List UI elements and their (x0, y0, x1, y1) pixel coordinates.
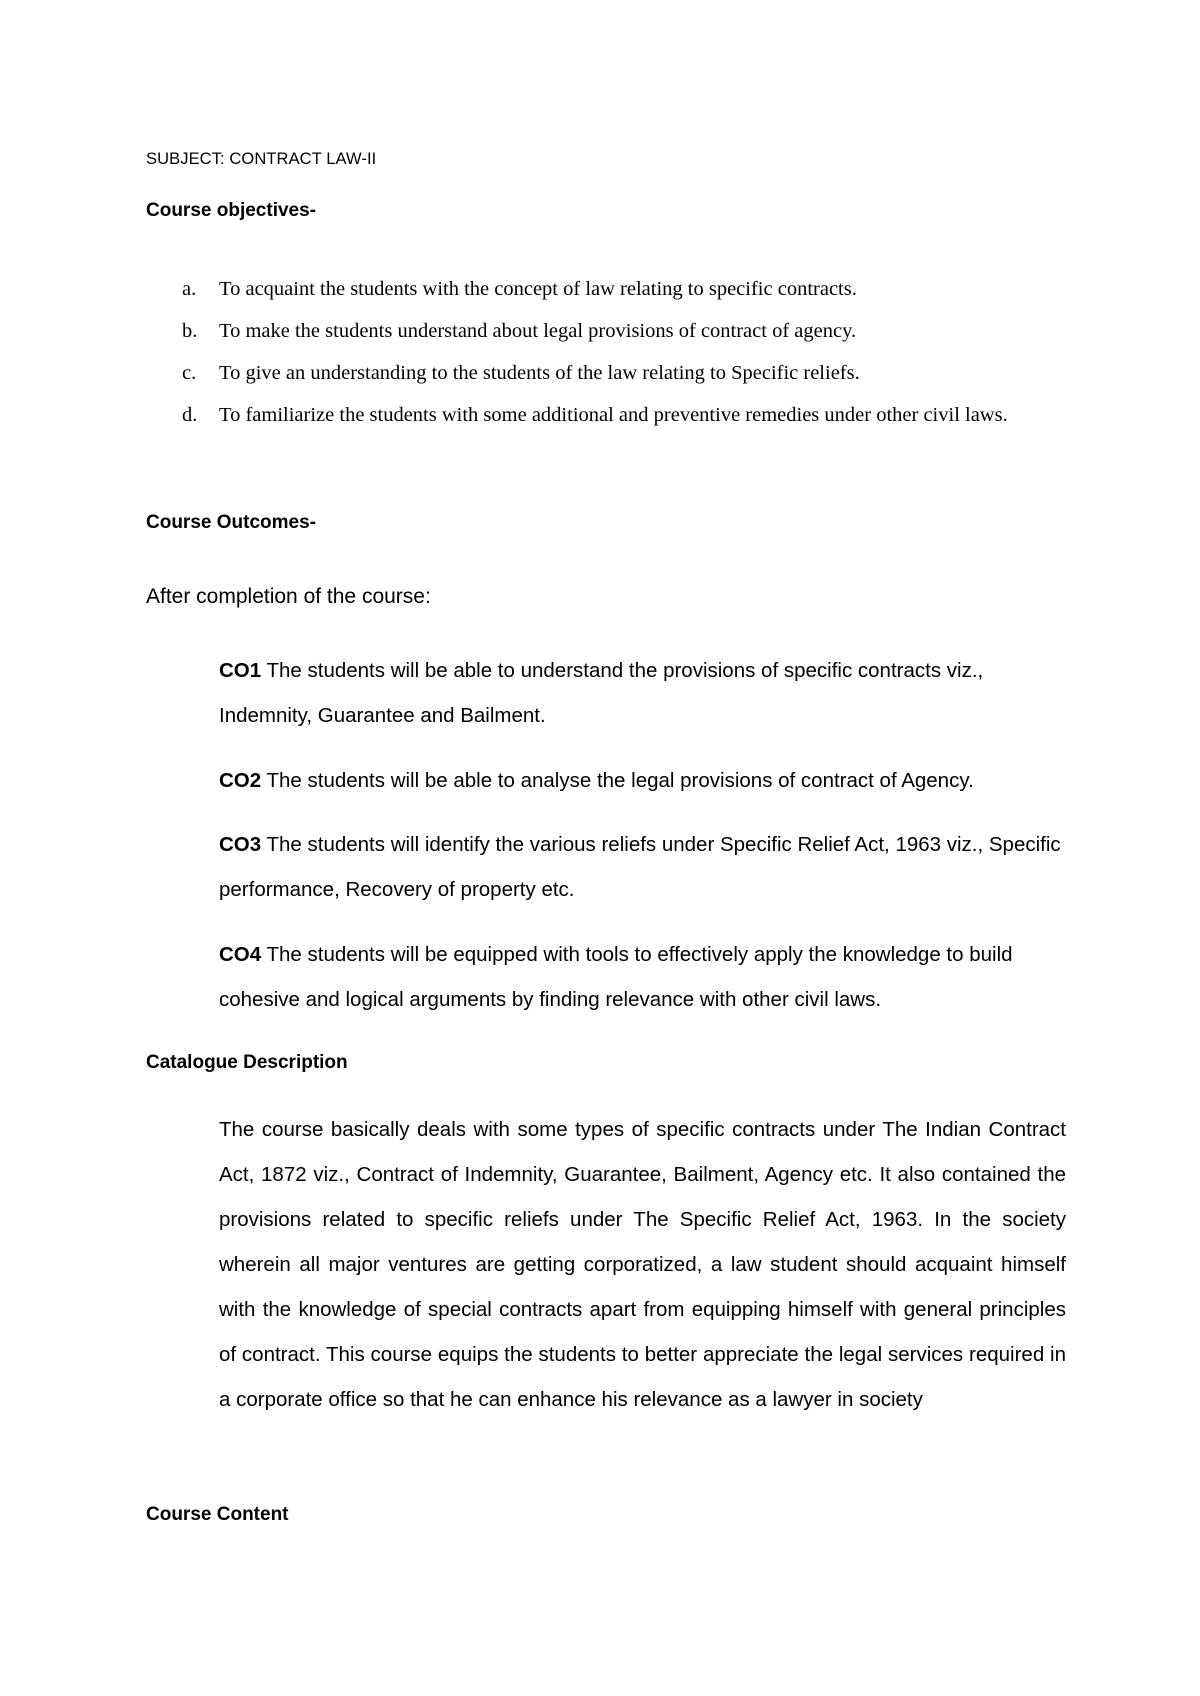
objective-item (146, 394, 1066, 436)
objective-letter: c. (182, 362, 197, 384)
course-outcome-2 (219, 758, 1069, 803)
outcome-id: CO4 (219, 943, 262, 966)
subject-title: SUBJECT: CONTRACT LAW-II (146, 150, 377, 168)
objective-letter: b. (182, 320, 198, 342)
objective-text: To acquaint the students with the concept of law relating to specific contracts. (219, 278, 857, 300)
course-outcome-4 (219, 932, 1069, 1022)
outcome-text: The students will be able to analyse the legal provisions of contract of Agency. (261, 769, 974, 792)
catalogue-heading: Catalogue Description (146, 1052, 348, 1073)
objective-letter: a. (182, 278, 197, 300)
outcome-text: The students will be able to understand the provisions of specific contracts viz., Indemnity, Guarantee and Bailment. (219, 659, 984, 727)
outcome-text: The students will be equipped with tools to effectively apply the knowledge to build cohesive and logical arguments by finding relevance with other civil laws. (219, 943, 1013, 1011)
objective-text: To make the students understand about legal provisions of contract of agency. (219, 320, 857, 342)
outcome-id: CO1 (219, 659, 262, 682)
objectives-heading: Course objectives- (146, 200, 316, 221)
objective-item (146, 352, 1066, 394)
outcome-id: CO3 (219, 833, 262, 856)
outcome-text: The students will identify the various reliefs under Specific Relief Act, 1963 viz., Specific performance, Recovery of property etc. (219, 833, 1061, 901)
objectives-list (146, 268, 1066, 436)
outcome-id: CO2 (219, 769, 262, 792)
content-heading: Course Content (146, 1504, 289, 1525)
objective-text: To give an understanding to the students of the law relating to Specific reliefs. (219, 362, 860, 384)
objective-item (146, 268, 1066, 310)
outcomes-heading: Course Outcomes- (146, 512, 316, 533)
catalogue-description: The course basically deals with some types of specific contracts under The Indian Contract Act, 1872 viz., Contract of Indemnity, Guarantee, Bailment, Agency etc. It also contained the provisions related to specific reliefs under The Specific Relief Act, 1963. In the society wherein all major ventures are getting corporatized, a law student should acquaint himself with the knowledge of special contracts apart from equipping himself with general principles of contract. This course equips the students to better appreciate the legal services required in a corporate office so that he can enhance his relevance as a lawyer in society (219, 1118, 1066, 1411)
course-outcome-1 (219, 648, 1069, 738)
outcomes-intro: After completion of the course: (146, 585, 431, 608)
objective-item (146, 310, 1066, 352)
objective-text: To familiarize the students with some additional and preventive remedies under other civil laws. (219, 404, 1008, 426)
course-outcome-3 (219, 822, 1069, 912)
objective-letter: d. (182, 404, 198, 426)
